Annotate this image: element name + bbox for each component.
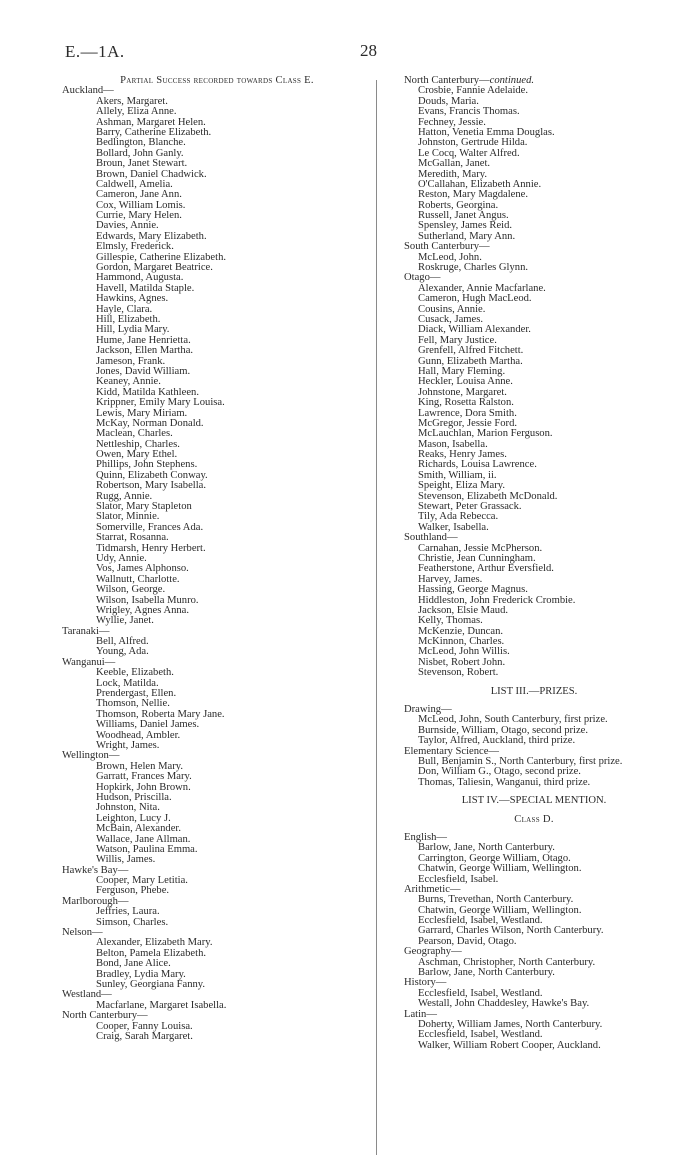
list-item: Reaks, Henry James. [418, 449, 507, 461]
region-heading: History— [404, 977, 447, 989]
list-item: Lock, Matilda. [96, 677, 159, 689]
list-item: Fell, Mary Justice. [418, 334, 497, 346]
list-item: Heckler, Louisa Anne. [418, 376, 513, 388]
list-item: Stevenson, Elizabeth McDonald. [418, 490, 558, 502]
list-item: Quinn, Elizabeth Conway. [96, 469, 208, 481]
list-item: Bedlington, Blanche. [96, 137, 186, 149]
list-item: Hill, Elizabeth. [96, 313, 161, 325]
list-item: Ecclesfield, Isabel. [418, 873, 499, 885]
list-item: Alexander, Elizabeth Mary. [96, 937, 213, 949]
list-item: Aschman, Christopher, North Canterbury. [418, 956, 596, 968]
list-item: Lewis, Mary Miriam. [96, 407, 188, 419]
list-item: Wilson, Isabella Munro. [96, 594, 199, 606]
list-item: Ecclesfield, Isabel, Westland. [418, 1029, 543, 1041]
left-column [62, 76, 372, 1042]
list-item: Nettleship, Charles. [96, 438, 180, 450]
list-item: Grenfell, Alfred Fitchett. [418, 345, 524, 357]
list-item: O'Callahan, Elizabeth Annie. [418, 178, 542, 190]
list-item: Cameron, Jane Ann. [96, 189, 182, 201]
list-item: Jackson, Elsie Maud. [418, 604, 509, 616]
list-item: Hopkirk, John Brown. [96, 781, 191, 793]
list-item: Bradley, Lydia Mary. [96, 968, 186, 980]
list-item: Currie, Mary Helen. [96, 210, 182, 222]
region-name: North Canterbury— [404, 75, 490, 86]
list-item: Gordon, Margaret Beatrice. [96, 262, 213, 274]
list-item: Slator, Mary Stapleton [96, 501, 192, 513]
list-item: Kidd, Matilda Kathleen. [96, 386, 199, 398]
list-item: Brown, Helen Mary. [96, 760, 183, 772]
column-divider [376, 80, 377, 1155]
list-item: Johnston, Nita. [96, 802, 160, 814]
region-heading: Southland— [404, 532, 458, 544]
list-item: Barlow, Jane, North Canterbury. [418, 842, 555, 854]
list-item: Bell, Alfred. [96, 636, 149, 648]
list-item: Robertson, Mary Isabella. [96, 480, 207, 492]
list-item: McLauchlan, Marion Ferguson. [418, 428, 553, 440]
list-item: Wallace, Jane Allman. [96, 833, 191, 845]
list-item: Wallnutt, Charlotte. [96, 573, 180, 585]
list-item: Crosbie, Fannie Adelaide. [418, 85, 529, 97]
list-item: Jameson, Frank. [96, 355, 166, 367]
list-item: Jackson, Ellen Martha. [96, 345, 194, 357]
list-item: Carrington, George William, Otago. [418, 852, 571, 864]
list-item: Ashman, Margaret Helen. [96, 116, 206, 128]
list-item: Diack, William Alexander. [418, 324, 531, 336]
list-item: Harvey, James. [418, 573, 483, 585]
list-item: Roskruge, Charles Glynn. [418, 262, 529, 274]
list-item: Williams, Daniel James. [96, 719, 200, 731]
list-item: Doherty, William James, North Canterbury. [418, 1018, 603, 1030]
list-item: Le Cocq, Walter Alfred. [418, 147, 520, 159]
region-heading: English— [404, 831, 447, 843]
list-item: Christie, Jean Cunningham. [418, 552, 536, 564]
list-item: Belton, Pamela Elizabeth. [96, 947, 207, 959]
list-item: Slator, Minnie. [96, 511, 160, 523]
list-item: Maclean, Charles. [96, 428, 173, 440]
list-item: Roberts, Georgina. [418, 199, 499, 211]
list-item: Akers, Margaret. [96, 95, 168, 107]
list-item: Hatton, Venetia Emma Douglas. [418, 126, 555, 138]
list-item: Douds, Maria. [418, 95, 479, 107]
list-item: Craig, Sarah Margaret. [96, 1030, 193, 1042]
list-item: Ecclesfield, Isabel, Westland. [418, 987, 543, 999]
region-heading: Elementary Science— [404, 745, 500, 757]
list-item: Hudson, Priscilla. [96, 791, 172, 803]
list-item: Stewart, Peter Grassack. [418, 501, 522, 513]
page-number: 28 [360, 41, 377, 60]
list-item: Brown, Daniel Chadwick. [96, 168, 207, 180]
list-item: Phillips, John Stephens. [96, 459, 198, 471]
class-heading: Class D. [514, 813, 554, 825]
list-item: Stevenson, Robert. [418, 667, 499, 679]
region-heading: Wanganui— [62, 656, 116, 668]
list-item: Cooper, Mary Letitia. [96, 875, 188, 887]
list-item: Cox, William Lomis. [96, 199, 186, 211]
list-item: Havell, Matilda Staple. [96, 282, 195, 294]
region-heading: Nelson— [62, 927, 103, 939]
list-item: Thomson, Nellie. [96, 698, 170, 710]
list-item: Allely, Eliza Anne. [96, 106, 177, 118]
list-item: Chatwin, George William, Wellington. [418, 863, 582, 875]
list-item: Richards, Louisa Lawrence. [418, 459, 537, 471]
list-item: Hassing, George Magnus. [418, 584, 528, 596]
list-item: Lawrence, Dora Smith. [418, 407, 517, 419]
list-item: Hayle, Clara. [96, 303, 153, 315]
list-item: Sunley, Georgiana Fanny. [96, 978, 206, 990]
list-item: McBain, Alexander. [96, 823, 182, 835]
list-item: McLeod, John. [418, 251, 482, 263]
list-item: Ferguson, Phebe. [96, 885, 170, 897]
list-item: Simson, Charles. [96, 916, 169, 928]
list-item: Speight, Eliza Mary. [418, 480, 505, 492]
region-heading: Latin— [404, 1008, 437, 1020]
list-item: Barry, Catherine Elizabeth. [96, 126, 212, 138]
list-item: Westall, John Chaddesley, Hawke's Bay. [418, 998, 590, 1010]
list-item: Willis, James. [96, 854, 156, 866]
list-item: Thomas, Taliesin, Wanganui, third prize. [418, 776, 591, 788]
list-item: Bollard, John Ganly. [96, 147, 184, 159]
list-item: Owen, Mary Ethel. [96, 449, 178, 461]
list-item: Jones, David William. [96, 365, 191, 377]
list-item: Hall, Mary Fleming. [418, 365, 506, 377]
list-item: Jeffries, Laura. [96, 906, 160, 918]
list-item: Davies, Annie. [96, 220, 159, 232]
list-item: McKinnon, Charles. [418, 636, 505, 648]
region-heading: Otago— [404, 272, 441, 284]
list-item: McGregor, Jessie Ford. [418, 417, 518, 429]
list-heading: LIST IV.—SPECIAL MENTION. [461, 795, 607, 807]
region-heading: Geography— [404, 946, 462, 958]
list-item: McLeod, John, South Canterbury, first prize. [418, 714, 608, 726]
list-item: Don, William G., Otago, second prize. [418, 766, 581, 778]
region-heading: Auckland— [62, 85, 114, 97]
list-item: Johnston, Gertrude Hilda. [418, 137, 528, 149]
list-item: Krippner, Emily Mary Louisa. [96, 397, 225, 409]
list-item: Elmsly, Frederick. [96, 241, 174, 253]
list-item: Young, Ada. [96, 646, 149, 658]
list-item: Wrigley, Agnes Anna. [96, 604, 190, 616]
document-reference: E.—1A. [65, 42, 125, 61]
region-heading: Westland— [62, 989, 112, 1001]
list-item: Johnstone, Margaret. [418, 386, 507, 398]
list-item: Mason, Isabella. [418, 438, 488, 450]
list-item: Spensley, James Reid. [418, 220, 513, 232]
list-item: Meredith, Mary. [418, 168, 488, 180]
list-item: Nisbet, Robert John. [418, 656, 506, 668]
list-item: Wright, James. [96, 740, 160, 751]
list-item: Evans, Francis Thomas. [418, 106, 520, 118]
region-heading: North Canterbury— [62, 1010, 148, 1022]
list-item: Garratt, Frances Mary. [96, 771, 192, 783]
list-item: King, Rosetta Ralston. [418, 397, 514, 409]
list-item: Leighton, Lucy J. [96, 812, 171, 824]
region-heading: Arithmetic— [404, 883, 461, 895]
list-item: Wyllie, Janet. [96, 615, 154, 627]
list-item: McLeod, John Willis. [418, 646, 510, 658]
list-item: Smith, William, ii. [418, 469, 497, 481]
continued-note: continued. [489, 75, 535, 86]
list-item: Carnahan, Jessie McPherson. [418, 542, 543, 554]
list-item: Hume, Jane Henrietta. [96, 334, 191, 346]
list-heading: LIST III.—PRIZES. [490, 685, 578, 697]
list-item: Starrat, Rosanna. [96, 532, 169, 544]
list-item: Hawkins, Agnes. [96, 293, 169, 305]
region-heading: Wellington— [62, 750, 120, 762]
region-heading: South Canterbury— [404, 241, 490, 253]
list-item: Walker, William Robert Cooper, Auckland. [418, 1039, 601, 1051]
list-item: McGallan, Janet. [418, 158, 491, 170]
list-item: Keaney, Annie. [96, 376, 161, 388]
list-item: Wilson, George. [96, 584, 166, 596]
section-heading: Partial Success recorded towards Class E. [120, 75, 314, 86]
list-item: Hill, Lydia Mary. [96, 324, 170, 336]
list-item: Bond, Jane Alice. [96, 958, 171, 970]
list-item: Macfarlane, Margaret Isabella. [96, 999, 227, 1011]
list-item: Burns, Trevethan, North Canterbury. [418, 894, 574, 906]
list-item: Sutherland, Mary Ann. [418, 230, 516, 242]
list-item: Hiddleston, John Frederick Crombie. [418, 594, 576, 606]
list-item: McKay, Norman Donald. [96, 417, 204, 429]
list-item: Bull, Benjamin S., North Canterbury, first prize. [418, 756, 623, 767]
list-item: Tidmarsh, Henry Herbert. [96, 542, 206, 554]
list-item: Edwards, Mary Elizabeth. [96, 230, 207, 242]
list-item: Reston, Mary Magdalene. [418, 189, 529, 201]
list-item: Rugg, Annie. [96, 490, 153, 502]
list-item: Taylor, Alfred, Auckland, third prize. [418, 735, 576, 747]
list-item: Cousins, Annie. [418, 303, 486, 315]
list-item: Fechney, Jessie. [418, 116, 486, 128]
list-item: Udy, Annie. [96, 552, 147, 564]
list-item: Russell, Janet Angus. [418, 210, 509, 222]
list-item: Prendergast, Ellen. [96, 688, 177, 700]
list-item: Gillespie, Catherine Elizabeth. [96, 251, 227, 263]
list-item: Watson, Paulina Emma. [96, 843, 198, 855]
list-item: Chatwin, George William, Wellington. [418, 904, 582, 916]
list-item: Pearson, David, Otago. [418, 935, 517, 947]
list-item: Cameron, Hugh MacLeod. [418, 293, 532, 305]
list-item: Burnside, William, Otago, second prize. [418, 724, 589, 736]
region-heading: Hawke's Bay— [62, 864, 129, 876]
list-item: Cusack, James. [418, 313, 484, 325]
list-item: Tily, Ada Rebecca. [418, 511, 499, 523]
list-item: Cooper, Fanny Louisa. [96, 1020, 193, 1032]
list-item: Vos, James Alphonso. [96, 563, 189, 575]
list-item: Ecclesfield, Isabel, Westland. [418, 915, 543, 927]
region-heading: Marlborough— [62, 895, 129, 907]
list-item: Woodhead, Ambler. [96, 729, 181, 741]
list-item: Featherstone, Arthur Eversfield. [418, 563, 554, 575]
list-item: Keeble, Elizabeth. [96, 667, 174, 679]
region-heading: Drawing— [404, 704, 452, 716]
list-item: Kelly, Thomas. [418, 615, 483, 627]
list-item: Barlow, Jane, North Canterbury. [418, 967, 555, 979]
region-heading: Taranaki— [62, 625, 110, 637]
list-item: Thomson, Roberta Mary Jane. [96, 708, 225, 720]
list-item: McKenzie, Duncan. [418, 625, 504, 637]
list-item: Alexander, Annie Macfarlane. [418, 282, 546, 294]
list-item: Gunn, Elizabeth Martha. [418, 355, 523, 367]
list-item: Caldwell, Amelia. [96, 178, 173, 190]
list-item: Walker, Isabella. [418, 521, 489, 533]
right-column [384, 76, 684, 1051]
list-item: Garrard, Charles Wilson, North Canterbury. [418, 925, 604, 937]
list-item: Broun, Janet Stewart. [96, 158, 188, 170]
list-item: Somerville, Frances Ada. [96, 521, 204, 533]
list-item: Hammond, Augusta. [96, 272, 184, 284]
